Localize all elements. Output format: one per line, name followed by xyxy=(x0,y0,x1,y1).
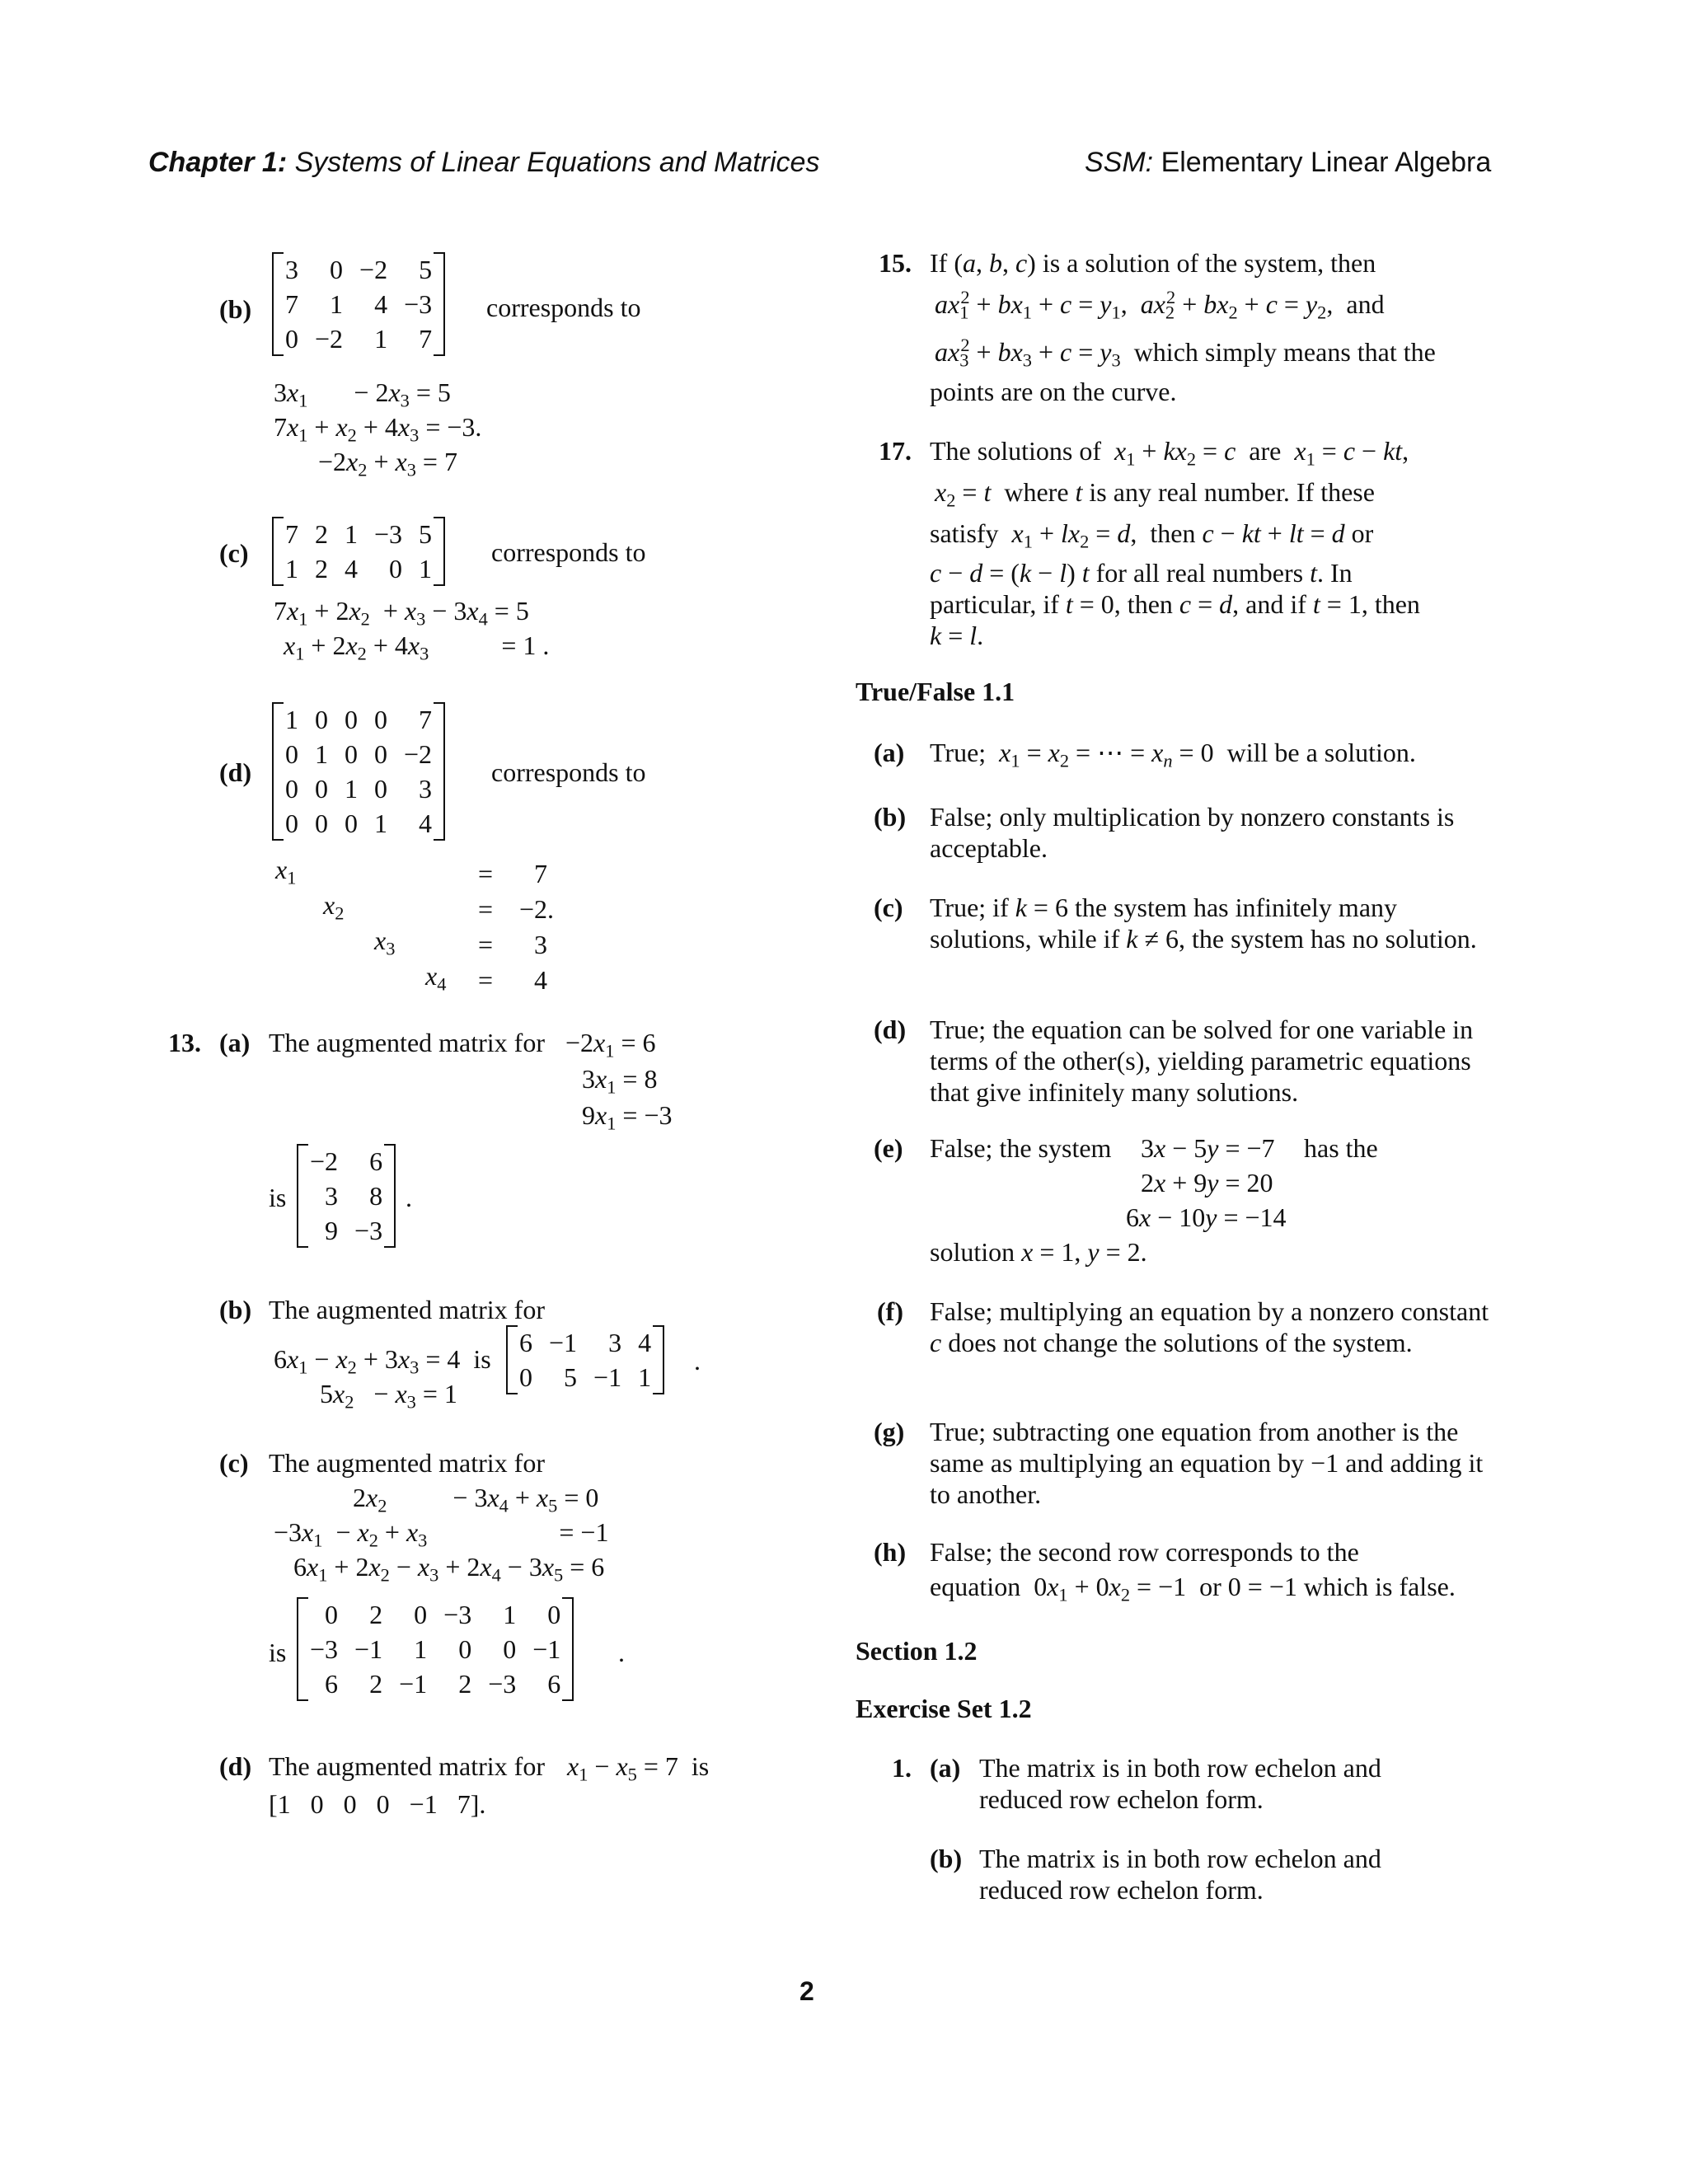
matrix-13c-cell: 0 xyxy=(547,1600,561,1629)
tf-e-eq1: 3x − 5y = −7 xyxy=(1141,1133,1275,1163)
matrix-13c-cell: −1 xyxy=(399,1669,428,1699)
page-number: 2 xyxy=(799,1976,814,2006)
matrix-d-cell: −2 xyxy=(404,739,433,769)
book-title: Elementary Linear Algebra xyxy=(1160,147,1492,178)
matrix-13a-cell: −2 xyxy=(310,1146,339,1176)
system-d-eq-sign: = xyxy=(478,965,494,995)
exercise-13d-text: The augmented matrix for xyxy=(269,1751,545,1781)
matrix-d-cell: 0 xyxy=(345,705,358,734)
matrix-13a-cell: 6 xyxy=(369,1146,383,1176)
matrix-13b xyxy=(506,1325,664,1394)
matrix-c-cell: 1 xyxy=(345,519,358,549)
period: . xyxy=(694,1346,701,1376)
matrix-13c-cell: −3 xyxy=(310,1634,339,1664)
exercise-13a-label: (a) xyxy=(219,1028,251,1057)
matrix-b-cell: 0 xyxy=(285,324,298,354)
matrix-13a-row xyxy=(297,1179,396,1213)
exercise-13c-eq3: $6x_1 + 2x_2 - x_3 + 2x_4 - 3x_5 = 6$ xyxy=(293,1552,605,1586)
matrix-b-cell: 4 xyxy=(374,289,388,319)
corresponds-to-c: corresponds to xyxy=(491,537,646,567)
matrix-d-row xyxy=(272,702,445,737)
period: . xyxy=(406,1183,412,1212)
section-heading: Section 1.2 xyxy=(856,1636,978,1666)
matrix-d-cell: 0 xyxy=(285,739,298,769)
matrix-c-cell: −3 xyxy=(374,519,403,549)
exercise-13c-label: (c) xyxy=(219,1448,249,1478)
exercise-17-line5: particular, if t = 0, then c = d, and if t = 1, then xyxy=(930,589,1420,619)
matrix-13c-cell: 1 xyxy=(503,1600,517,1629)
exercise-13b-eq2: $5x_2 - x_3 = 1$ xyxy=(320,1379,457,1413)
matrix-b-row xyxy=(272,252,445,287)
exercise-13a-text: The augmented matrix for xyxy=(269,1028,545,1057)
exercise-13-number: 13. xyxy=(168,1028,201,1057)
running-header-left xyxy=(148,147,819,179)
matrix-d-cell: 1 xyxy=(374,808,387,838)
matrix-d xyxy=(272,702,445,841)
matrix-d-row xyxy=(272,806,445,841)
matrix-b-cell: −2 xyxy=(315,324,344,354)
matrix-13c-cell: 6 xyxy=(325,1669,339,1699)
system-d-eq-sign: = xyxy=(478,859,494,888)
system-d-eq-sign: = xyxy=(478,930,494,959)
matrix-c-cell: 7 xyxy=(285,519,298,549)
matrix-13b-cell: 3 xyxy=(608,1328,622,1357)
matrix-13c-row xyxy=(297,1632,574,1666)
matrix-c-cell: 0 xyxy=(389,554,403,583)
tf-g-label: (g) xyxy=(874,1417,905,1446)
matrix-13c-cell: −3 xyxy=(488,1669,517,1699)
matrix-b-cell: 3 xyxy=(285,255,298,284)
system-d-x3: $x_3$ xyxy=(374,926,396,959)
is-label: is xyxy=(269,1638,287,1667)
exercise-1b-text: The matrix is in both row echelon and reduced row echelon form. xyxy=(979,1844,1381,1905)
exercise-1a-text: The matrix is in both row echelon and reduced row echelon form. xyxy=(979,1753,1381,1814)
matrix-d-cell: 1 xyxy=(345,774,358,804)
matrix-d-cell: 0 xyxy=(345,739,358,769)
matrix-b-cell: −3 xyxy=(404,289,433,319)
tf-f-label: (f) xyxy=(877,1296,903,1326)
matrix-13c-cell: 2 xyxy=(458,1669,472,1699)
matrix-b-cell: 5 xyxy=(419,255,433,284)
tf-e-pre: False; the system xyxy=(930,1133,1112,1163)
matrix-13c-cell: −1 xyxy=(532,1634,561,1664)
matrix-13c-cell: 2 xyxy=(369,1669,383,1699)
matrix-13c-cell: −3 xyxy=(443,1600,472,1629)
exercise-13c-eq1: $2x_2$ − $3x_4 + x_5 = 0$ xyxy=(353,1483,599,1516)
matrix-d-row xyxy=(272,737,445,771)
matrix-d-cell: 0 xyxy=(285,774,298,804)
part-d-label: (d) xyxy=(219,757,252,787)
tf-f-text: False; multiplying an equation by a nonzero constant c does not change the solutions of the system. xyxy=(930,1296,1489,1357)
part-c-label: (c) xyxy=(219,538,249,568)
tf-e-label: (e) xyxy=(874,1133,903,1163)
exercise-17-line6: k = l. xyxy=(930,621,984,650)
exercise-13a-eq1: $-2x_1 = 6$ xyxy=(565,1028,656,1062)
exercise-1-number: 1. xyxy=(892,1753,912,1783)
matrix-d-cell: 0 xyxy=(374,774,387,804)
matrix-d-cell: 0 xyxy=(345,808,358,838)
exercise-13d-eq: $x_1 - x_5 = 7$ is xyxy=(567,1751,710,1785)
matrix-b-cell: 1 xyxy=(330,289,344,319)
tf-a-text: True; $x_1 = x_2$ = ⋯ = $x_n = 0$ will be a solution. xyxy=(930,738,1416,771)
matrix-b-cell: 1 xyxy=(374,324,388,354)
tf-a-label: (a) xyxy=(874,738,905,767)
exercise-1b-label: (b) xyxy=(930,1844,963,1873)
matrix-b-cell: 0 xyxy=(330,255,344,284)
tf-c-text: True; if k = 6 the system has infinitely many solutions, while if k ≠ 6, the system has no solution. xyxy=(930,893,1477,954)
matrix-c xyxy=(272,517,445,586)
chapter-label: Chapter 1: xyxy=(148,147,288,178)
exercise-13b-label: (b) xyxy=(219,1295,252,1324)
matrix-13c-cell: −1 xyxy=(354,1634,383,1664)
matrix-13a-cell: 9 xyxy=(325,1216,339,1245)
matrix-d-cell: 7 xyxy=(419,705,433,734)
matrix-b-row xyxy=(272,321,445,356)
matrix-13b-cell: 0 xyxy=(519,1362,532,1392)
tf-g-text: True; subtracting one equation from another is the same as multiplying an equation by −1 and adding it to another. xyxy=(930,1417,1484,1509)
matrix-b-cell: 7 xyxy=(285,289,298,319)
exercise-13d-label: (d) xyxy=(219,1751,252,1781)
exercise-15-eq12: $ax_1^2 + bx_1 + c = y_1$, $ax_2^2 + bx_2 + c = y_2$, and xyxy=(935,286,1385,323)
part-b-label: (b) xyxy=(219,294,252,324)
tf-h-label: (h) xyxy=(874,1537,907,1567)
matrix-13c-cell: 6 xyxy=(547,1669,561,1699)
system-c-eq2: $x_1 + 2x_2 + 4x_3$ = 1 . xyxy=(284,630,550,664)
matrix-d-cell: 0 xyxy=(285,808,298,838)
matrix-c-row xyxy=(272,551,445,586)
system-b-eq1: $3x_1$ − $2x_3 = 5$ xyxy=(274,377,451,411)
exercise-13a-eq2: $3x_1 = 8$ xyxy=(582,1064,658,1098)
corresponds-to-b: corresponds to xyxy=(486,293,641,322)
tf-e-has-the: has the xyxy=(1304,1133,1378,1163)
system-c-eq1: $7x_1 + 2x_2 + x_3 - 3x_4 = 5$ xyxy=(274,596,529,630)
tf-heading: True/False 1.1 xyxy=(856,677,1015,706)
period: . xyxy=(618,1638,625,1667)
matrix-13c-cell: 2 xyxy=(369,1600,383,1629)
exercise-15-line1: If (a, b, c) is a solution of the system, then xyxy=(930,248,1376,278)
exercise-13c-eq2: $-3x_1 - x_2 + x_3$ = −1 xyxy=(274,1517,609,1551)
chapter-title: Systems of Linear Equations and Matrices xyxy=(294,147,820,178)
corresponds-to-d: corresponds to xyxy=(491,757,646,787)
system-d-rhs: 7 xyxy=(534,859,547,888)
matrix-b-cell: −2 xyxy=(359,255,388,284)
matrix-c-cell: 2 xyxy=(315,554,328,583)
exercise-13b-text: The augmented matrix for xyxy=(269,1295,545,1324)
system-d-rhs: 3 xyxy=(534,930,547,959)
exercise-17-line2: $x_2 = t$ where t is any real number. If these xyxy=(935,477,1375,511)
matrix-d-cell: 1 xyxy=(285,705,298,734)
matrix-13a-row xyxy=(297,1144,396,1179)
tf-d-label: (d) xyxy=(874,1015,907,1044)
matrix-13a-cell: −3 xyxy=(354,1216,383,1245)
exercise-set-heading: Exercise Set 1.2 xyxy=(856,1694,1032,1723)
matrix-d-cell: 0 xyxy=(374,739,387,769)
system-d-x1: $x_1$ xyxy=(275,855,297,888)
matrix-13c-cell: 1 xyxy=(414,1634,428,1664)
matrix-13c-row xyxy=(297,1666,574,1701)
tf-e-post: solution x = 1, y = 2. xyxy=(930,1237,1147,1267)
running-header-right xyxy=(1085,147,1491,179)
matrix-13a-cell: 8 xyxy=(369,1181,383,1211)
system-d-rhs: 4 xyxy=(534,965,547,995)
matrix-13b-cell: 5 xyxy=(564,1362,578,1392)
exercise-15-number: 15. xyxy=(879,248,912,278)
matrix-d-cell: 4 xyxy=(419,808,433,838)
exercise-13c-text: The augmented matrix for xyxy=(269,1448,545,1478)
matrix-13a-row xyxy=(297,1213,396,1248)
system-d-eq-sign: = xyxy=(478,894,494,924)
exercise-13d-row: [1 0 0 0 −1 7]. xyxy=(269,1789,486,1819)
tf-b-text: False; only multiplication by nonzero constants is acceptable. xyxy=(930,802,1455,863)
matrix-13b-row xyxy=(506,1325,664,1360)
matrix-d-cell: 3 xyxy=(419,774,433,804)
matrix-13c-row xyxy=(297,1597,574,1632)
matrix-13c-cell: 0 xyxy=(503,1634,517,1664)
system-b-eq3: $-2x_2 + x_3 = 7$ xyxy=(318,447,457,480)
matrix-d-cell: 0 xyxy=(374,705,387,734)
tf-e-eq2: 2x + 9y = 20 xyxy=(1141,1168,1273,1197)
system-b-eq2: $7x_1 + x_2 + 4x_3 = -3$. xyxy=(274,412,482,446)
matrix-13a xyxy=(297,1144,396,1248)
exercise-15-eq3: $ax_3^2 + bx_3 + c = y_3$ which simply means that the xyxy=(935,334,1436,371)
matrix-d-cell: 0 xyxy=(315,705,328,734)
exercise-17-line4: c − d = (k − l) t for all real numbers t. In xyxy=(930,558,1353,588)
matrix-13b-row xyxy=(506,1360,664,1394)
matrix-c-cell: 2 xyxy=(315,519,328,549)
system-d-rhs: −2. xyxy=(519,894,555,924)
system-d-x4: $x_4$ xyxy=(425,961,447,995)
exercise-17-number: 17. xyxy=(879,436,912,466)
exercise-15-line4: points are on the curve. xyxy=(930,377,1177,406)
tf-c-label: (c) xyxy=(874,893,903,922)
tf-d-text: True; the equation can be solved for one variable in terms of the other(s), yielding parametric equations that give infinitely many solutions. xyxy=(930,1015,1474,1107)
matrix-13c xyxy=(297,1597,574,1701)
matrix-d-cell: 0 xyxy=(315,808,328,838)
matrix-b-cell: 7 xyxy=(419,324,433,354)
matrix-c-cell: 4 xyxy=(345,554,358,583)
matrix-d-row xyxy=(272,771,445,806)
book-label: SSM: xyxy=(1085,147,1154,178)
tf-b-label: (b) xyxy=(874,802,907,832)
matrix-c-cell: 1 xyxy=(285,554,298,583)
exercise-13a-eq3: $9x_1 = -3$ xyxy=(582,1100,673,1134)
matrix-13b-cell: 1 xyxy=(638,1362,652,1392)
exercise-17-line1: The solutions of $x_1 + kx_2 = c$ are $x_1 = c$ − kt, xyxy=(930,436,1409,470)
matrix-d-cell: 1 xyxy=(315,739,328,769)
matrix-d-cell: 0 xyxy=(315,774,328,804)
matrix-13c-cell: 0 xyxy=(414,1600,428,1629)
tf-h-line2: equation $0x_1 + 0x_2 = -1$ or 0 = −1 which is false. xyxy=(930,1572,1456,1605)
matrix-13b-cell: 4 xyxy=(638,1328,652,1357)
matrix-13b-cell: 6 xyxy=(519,1328,532,1357)
exercise-13b-eq1: $6x_1 - x_2 + 3x_3 = 4$ is xyxy=(274,1344,491,1378)
exercise-1a-label: (a) xyxy=(930,1753,961,1783)
tf-h-line1: False; the second row corresponds to the xyxy=(930,1537,1359,1567)
is-label: is xyxy=(269,1183,287,1212)
exercise-17-line3: satisfy $x_1 + lx_2 = d$, then c − kt + lt = d or xyxy=(930,518,1374,552)
matrix-13c-cell: 0 xyxy=(325,1600,339,1629)
matrix-b xyxy=(272,252,445,356)
system-d-x2: $x_2$ xyxy=(323,890,345,924)
matrix-13c-cell: 0 xyxy=(458,1634,472,1664)
matrix-13a-cell: 3 xyxy=(325,1181,339,1211)
matrix-b-row xyxy=(272,287,445,321)
matrix-c-cell: 5 xyxy=(419,519,433,549)
matrix-13b-cell: −1 xyxy=(593,1362,622,1392)
matrix-13b-cell: −1 xyxy=(549,1328,578,1357)
tf-e-eq3: 6x − 10y = −14 xyxy=(1126,1202,1287,1232)
matrix-c-row xyxy=(272,517,445,551)
matrix-c-cell: 1 xyxy=(419,554,433,583)
